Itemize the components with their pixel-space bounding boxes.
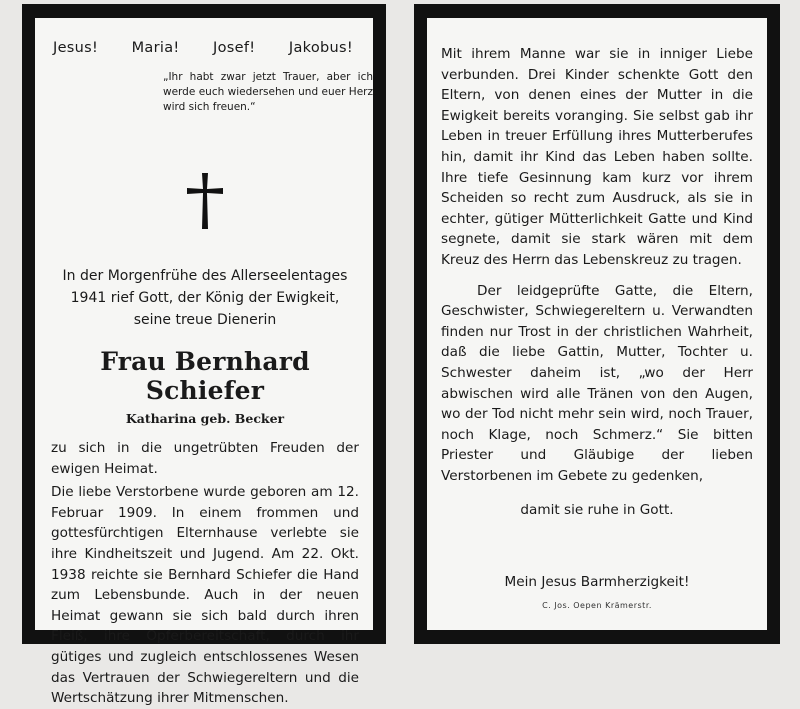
- invocations-row: [51, 40, 359, 56]
- invocation-maria: Maria!: [131, 40, 180, 56]
- cross-icon: [185, 171, 225, 231]
- maiden-name: Katharina geb. Becker: [125, 411, 285, 426]
- intro-line-1: In der Morgenfrühe des Allerseelentages: [62, 268, 348, 284]
- intro-text: [51, 265, 359, 331]
- right-paragraph-1: Mit ihrem Manne war sie in inniger Liebe verbunden. Drei Kinder schenkte Gott den Eltern, von denen eines der Mutter in die Ewigkeit bereits voranging. Sie selbst gab ihr Leben in treuer Erfüllung ihres Mutterberufes hin, damit ihr Kind das Leben haben sollte. Ihre tiefe Gesinnung kam kurz vor ihrem Scheiden so recht zum Ausdruck, als sie in echter, gütiger Mütterlichkeit Gatte und Kind segnete, damit sie stark wären mit dem Kreuz des Herrn das Lebenskreuz zu tragen.: [441, 46, 753, 268]
- closing-prayer: Mein Jesus Barmherzigkeit!: [504, 574, 690, 591]
- printer-imprint: C. Jos. Oepen Krämerstr.: [542, 601, 652, 610]
- right-paragraph-2: Der leidgeprüfte Gatte, die Eltern, Geschwister, Schwiegereltern u. Verwandten finden nur Trost in der christlichen Wahrheit, daß die liebe Gattin, Mutter, Tochter u. Schwester daheim ist, „wo der Herr abwischen wird alle Tränen von den Augen, wo der Tod nicht mehr sein wird, noch Trauer, noch Klage, noch Schmerz.“ Sie bitten Priester und Gläubige der lieben Verstorbenen im Gebete zu gedenken,: [441, 282, 753, 484]
- left-paragraph-2: Die liebe Verstorbene wurde geboren am 12. Februar 1909. In einem frommen und gottesfürchtigen Elternhause verlebte sie ihre Kindheitszeit und Jugend. Am 22. Okt. 1938 reichte sie Bernhard Schiefer die Hand zum Lebensbunde. Auch in der neuen Heimat gewann sie sich bald durch ihren Fleiß, ihre Opferbereitschaft, durch ihr gütiges und zugleich entschlossenes Wesen das Vertrauen der Schwiegereltern und die Wertschätzung ihrer Mitmenschen.: [51, 484, 359, 707]
- left-page-card: [22, 4, 386, 707]
- deceased-name: Frau Bernhard Schiefer: [100, 347, 310, 405]
- right-page-paper: [427, 18, 767, 630]
- left-paragraph-1: zu sich in die ungetrübten Freuden der ewigen Heimat.: [51, 440, 359, 477]
- left-page-paper: [35, 18, 373, 707]
- intro-line-3: seine treue Dienerin: [133, 312, 277, 328]
- invocation-josef: Josef!: [213, 40, 256, 56]
- right-page-card: [414, 4, 780, 644]
- invocation-jakobus: Jakobus!: [288, 40, 353, 56]
- bible-quote: „Ihr habt zwar jetzt Trauer, aber ich werde euch wiedersehen und euer Herz wird sich freuen.“: [163, 71, 373, 113]
- intro-line-2: 1941 rief Gott, der König der Ewigkeit,: [70, 290, 340, 306]
- invocation-jesus: Jesus!: [53, 40, 99, 56]
- prayer-line: damit sie ruhe in Gott.: [520, 502, 674, 519]
